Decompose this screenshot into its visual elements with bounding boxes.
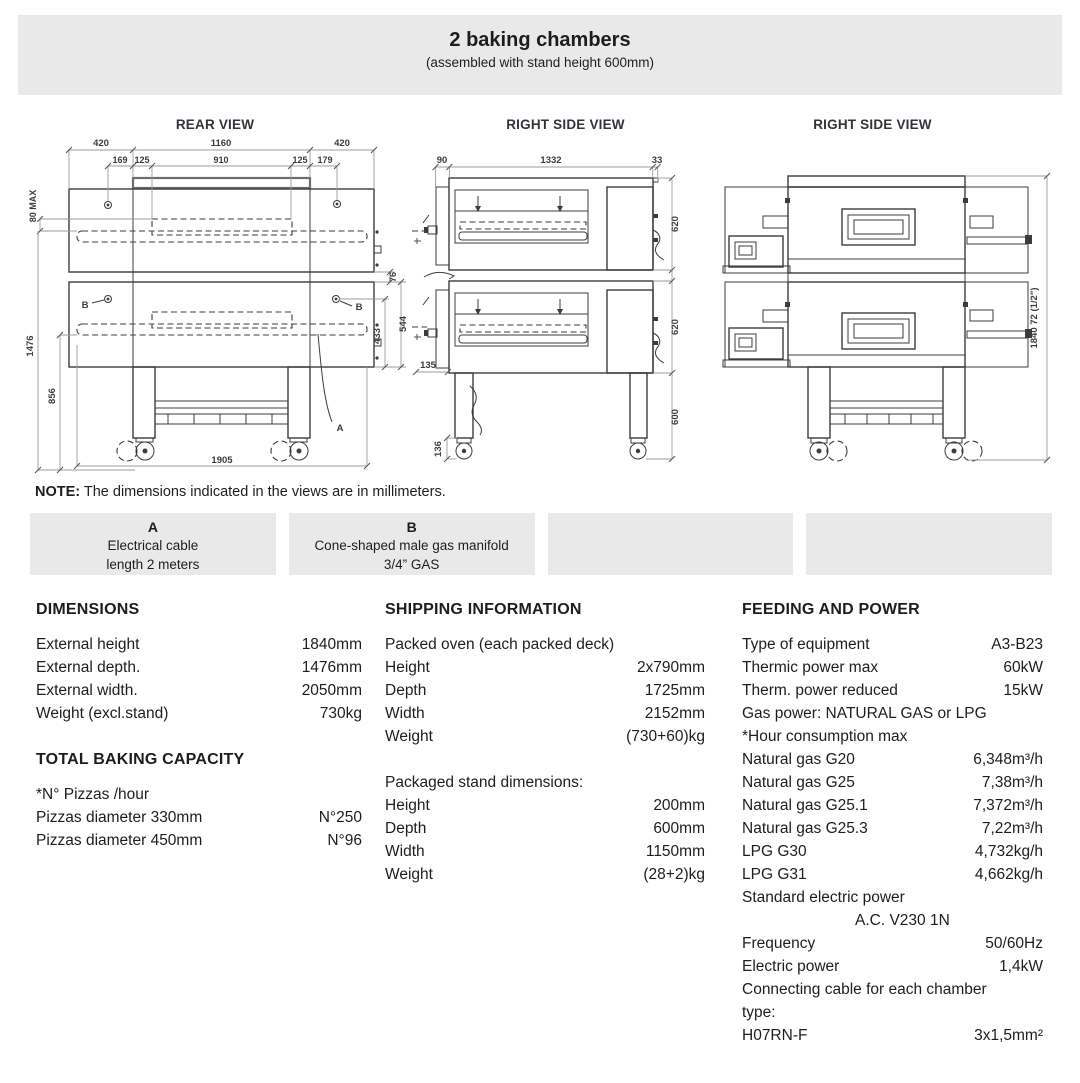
spec-row xyxy=(36,702,362,725)
spec-row xyxy=(742,978,1043,1001)
dim-136: 136 xyxy=(433,441,444,457)
note-text: The dimensions indicated in the views are in millimeters. xyxy=(80,484,446,500)
spec-row xyxy=(742,863,1043,886)
spec-value: 7,38m³/h xyxy=(981,774,1043,791)
left-wing-upper xyxy=(723,187,790,273)
spec-value: 4,662kg/h xyxy=(974,866,1043,883)
spec-label: Gas power: NATURAL GAS or LPG xyxy=(742,705,987,722)
callout-a: A xyxy=(336,423,344,434)
spec-value: 2050mm xyxy=(301,682,362,699)
door-hook xyxy=(424,272,454,279)
spec-value: 600mm xyxy=(653,820,705,837)
spec-value: 730kg xyxy=(319,705,362,722)
dim-620-lower: 620 xyxy=(670,319,681,335)
lower-chamber xyxy=(412,281,664,373)
spec-row xyxy=(742,932,1043,955)
spec-row xyxy=(742,840,1043,863)
spec-label: Width xyxy=(385,843,425,860)
dim-420-left: 420 xyxy=(93,138,109,149)
spec-row xyxy=(385,679,705,702)
spec-row xyxy=(742,702,1043,725)
spec-label: H07RN-F xyxy=(742,1027,808,1044)
spec-value: 200mm xyxy=(653,797,705,814)
spec-value: A3-B23 xyxy=(991,636,1043,653)
spec-row xyxy=(36,829,362,852)
spec-row xyxy=(742,886,1043,909)
dim-135: 135 xyxy=(420,360,436,371)
spec-row xyxy=(385,633,705,656)
spec-label: External depth. xyxy=(36,659,141,676)
central-body xyxy=(785,176,968,367)
legend-line: Cone-shaped male gas manifold xyxy=(314,538,509,553)
legend-key-b: B xyxy=(406,519,417,535)
dim-1905: 1905 xyxy=(211,455,233,466)
spec-label: Thermic power max xyxy=(742,659,879,676)
dim-600: 600 xyxy=(670,409,681,425)
rear-view-drawing xyxy=(25,134,410,482)
spec-row xyxy=(36,656,362,679)
stand xyxy=(808,367,982,461)
spec-label: Weight (excl.stand) xyxy=(36,705,169,722)
spec-row xyxy=(385,656,705,679)
spec-label: Connecting cable for each chamber xyxy=(742,981,987,998)
legend-box-a xyxy=(30,513,276,575)
spec-value: 60kW xyxy=(1003,659,1043,676)
spec-value: 1840mm xyxy=(301,636,362,653)
dim-125-left: 125 xyxy=(134,155,150,165)
dimension-lines xyxy=(413,155,681,462)
spec-label: Depth xyxy=(385,820,427,837)
spec-label: Packed oven (each packed deck) xyxy=(385,636,615,653)
spec-label: External width. xyxy=(36,682,138,699)
spec-value: (28+2)kg xyxy=(643,866,705,883)
rear-view-title: REAR VIEW xyxy=(175,117,255,132)
shipping-title: SHIPPING INFORMATION xyxy=(385,601,582,618)
spec-label: LPG G31 xyxy=(742,866,807,883)
spec-label: Frequency xyxy=(742,935,816,952)
spec-row xyxy=(36,806,362,829)
spec-value: 15kW xyxy=(1003,682,1043,699)
spec-label: Natural gas G25.3 xyxy=(742,820,868,837)
feeding-title: FEEDING AND POWER xyxy=(742,601,920,618)
feeding-section xyxy=(742,601,1043,1047)
callout-b-left: B xyxy=(81,300,89,311)
dim-1840: 1840 72 (1/2") xyxy=(1029,287,1040,349)
side-view-1-drawing xyxy=(408,134,712,482)
dim-80max: 80 MAX xyxy=(28,189,38,223)
spec-row xyxy=(36,679,362,702)
spec-label: Depth xyxy=(385,682,427,699)
spec-label: External height xyxy=(36,636,140,653)
spec-value: 2152mm xyxy=(644,705,705,722)
stand xyxy=(133,367,310,438)
spec-label: *N° Pizzas /hour xyxy=(36,786,150,803)
dim-544: 544 xyxy=(398,316,409,332)
right-wing-upper xyxy=(965,187,1032,273)
spec-row xyxy=(742,817,1043,840)
spec-label: Therm. power reduced xyxy=(742,682,898,699)
spec-value: 3x1,5mm² xyxy=(974,1027,1043,1044)
page-title: 2 baking chambers xyxy=(449,29,631,51)
capacity-title: TOTAL BAKING CAPACITY xyxy=(36,751,245,768)
side-view-2-drawing xyxy=(715,134,1065,482)
spec-row xyxy=(385,725,705,748)
dim-1160: 1160 xyxy=(210,138,232,149)
spec-label: A.C. V230 1N xyxy=(855,912,950,929)
spec-row xyxy=(36,783,362,806)
oven-body xyxy=(69,178,381,367)
note xyxy=(35,484,446,500)
dim-33: 33 xyxy=(651,155,663,166)
spec-value: 7,22m³/h xyxy=(981,820,1043,837)
spec-row xyxy=(385,794,705,817)
spec-label: Weight xyxy=(385,866,433,883)
legend-key-a: A xyxy=(147,519,158,535)
spec-row xyxy=(742,656,1043,679)
spec-label: Pizzas diameter 330mm xyxy=(36,809,203,826)
spec-label: Pizzas diameter 450mm xyxy=(36,832,203,849)
spec-label: Height xyxy=(385,659,430,676)
spec-row xyxy=(36,633,362,656)
spec-value: 1476mm xyxy=(301,659,362,676)
spec-label: Natural gas G25 xyxy=(742,774,855,791)
legend-box-empty-2 xyxy=(806,513,1052,575)
spec-row xyxy=(742,771,1043,794)
spec-value: N°96 xyxy=(327,832,362,849)
spec-label: Natural gas G20 xyxy=(742,751,855,768)
spec-label: Packaged stand dimensions: xyxy=(385,774,584,791)
dim-433: 433 xyxy=(372,328,383,344)
spec-label: Electric power xyxy=(742,958,840,975)
stand xyxy=(455,373,647,459)
spec-row xyxy=(742,955,1043,978)
spec-label: *Hour consumption max xyxy=(742,728,908,745)
upper-chamber xyxy=(412,178,664,270)
spec-value: (730+60)kg xyxy=(626,728,705,745)
spec-label: type: xyxy=(742,1004,776,1021)
note-label: NOTE: xyxy=(35,484,81,500)
spec-row xyxy=(742,633,1043,656)
page-subtitle: (assembled with stand height 600mm) xyxy=(425,55,655,70)
spec-row xyxy=(742,679,1043,702)
spec-value: 4,732kg/h xyxy=(974,843,1043,860)
dim-910: 910 xyxy=(213,155,229,165)
right-wing-lower xyxy=(965,282,1032,367)
legend-line: 3/4” GAS xyxy=(383,557,440,572)
spec-value: 1150mm xyxy=(645,843,705,860)
spec-label: Standard electric power xyxy=(742,889,905,906)
dim-1332: 1332 xyxy=(540,155,562,166)
spec-value: 7,372m³/h xyxy=(973,797,1043,814)
spec-row xyxy=(385,702,705,725)
spec-label: Width xyxy=(385,705,425,722)
spec-row xyxy=(742,1024,1043,1047)
spec-value: N°250 xyxy=(318,809,362,826)
spec-row xyxy=(742,725,1043,748)
spec-value: 1725mm xyxy=(644,682,705,699)
spec-row xyxy=(385,863,705,886)
dim-125-right: 125 xyxy=(292,155,308,165)
spec-label: LPG G30 xyxy=(742,843,807,860)
spec-value: 6,348m³/h xyxy=(973,751,1043,768)
spec-row xyxy=(385,771,705,794)
spec-label: Type of equipment xyxy=(742,636,870,653)
header xyxy=(18,15,1062,95)
spec-row xyxy=(742,748,1043,771)
legend-box-empty-1 xyxy=(548,513,794,575)
dimensions-section xyxy=(36,601,362,852)
spec-label: Height xyxy=(385,797,430,814)
dim-1476: 1476 xyxy=(25,335,36,357)
dim-620-upper: 620 xyxy=(670,216,681,232)
spec-row xyxy=(742,1001,1043,1024)
dim-169: 169 xyxy=(112,155,128,165)
callout-b-right: B xyxy=(355,302,363,313)
spec-value: 50/60Hz xyxy=(985,935,1043,952)
legend-box-b xyxy=(289,513,535,575)
dimensions-title: DIMENSIONS xyxy=(36,601,140,618)
dim-856: 856 xyxy=(47,388,58,404)
spec-row xyxy=(385,840,705,863)
dim-90: 90 xyxy=(436,155,448,166)
side-view-1-title: RIGHT SIDE VIEW xyxy=(506,117,625,132)
spec-label: Natural gas G25.1 xyxy=(742,797,868,814)
spec-value: 1,4kW xyxy=(999,958,1043,975)
dim-76: 76 xyxy=(388,271,398,283)
dim-179: 179 xyxy=(317,155,333,165)
legend-line: length 2 meters xyxy=(106,557,200,572)
side-view-2-title: RIGHT SIDE VIEW xyxy=(813,117,932,132)
spec-value: 2x790mm xyxy=(636,659,705,676)
legend xyxy=(30,513,1052,575)
spec-row xyxy=(742,794,1043,817)
spec-row xyxy=(742,909,1043,932)
spec-label: Weight xyxy=(385,728,433,745)
spec-row xyxy=(385,817,705,840)
left-wing-lower xyxy=(723,282,790,367)
legend-line: Electrical cable xyxy=(107,538,199,553)
dim-420-right: 420 xyxy=(334,138,350,149)
shipping-section xyxy=(385,601,705,886)
